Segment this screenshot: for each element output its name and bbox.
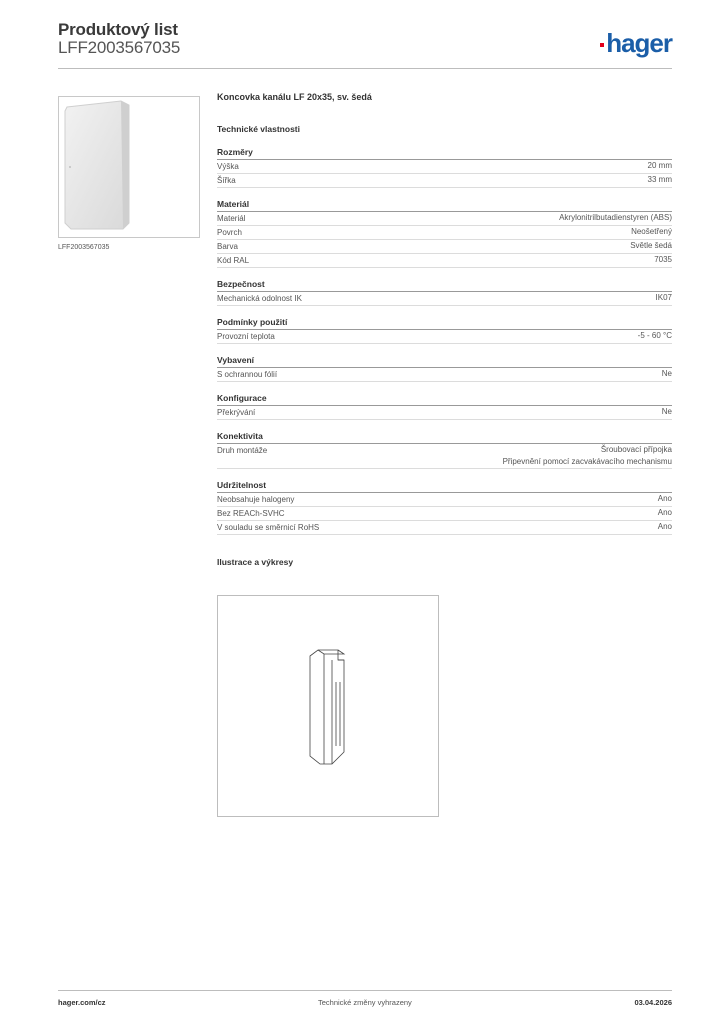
spec-label: Šířka bbox=[217, 176, 236, 185]
product-code: LFF2003567035 bbox=[58, 38, 181, 57]
illustrations-title: Ilustrace a výkresy bbox=[217, 557, 294, 567]
footer-date: 03.04.2026 bbox=[634, 998, 672, 1007]
end-cap-drawing-icon bbox=[218, 596, 438, 816]
spec-value bbox=[656, 292, 672, 305]
spec-label: Materiál bbox=[217, 214, 246, 223]
spec-value bbox=[559, 212, 672, 225]
spec-value bbox=[503, 444, 672, 468]
spec-row bbox=[217, 254, 672, 268]
spec-value-line: Ne bbox=[661, 369, 672, 378]
document-title: Produktový list bbox=[58, 20, 178, 39]
spec-label: Bez REACh-SVHC bbox=[217, 509, 285, 518]
thumbnail-caption: LFF2003567035 bbox=[58, 244, 110, 251]
spec-group-title: Konektivita bbox=[217, 430, 672, 444]
spec-row bbox=[217, 240, 672, 254]
spec-value-line: Ano bbox=[657, 508, 672, 517]
spec-value bbox=[630, 240, 672, 253]
spec-group-title: Bezpečnost bbox=[217, 278, 672, 292]
spec-label: Provozní teplota bbox=[217, 332, 275, 341]
spec-value bbox=[658, 521, 672, 534]
spec-value-line: Šroubovací přípojka bbox=[600, 445, 672, 454]
website-link[interactable]: hager.com/cz bbox=[58, 998, 106, 1007]
spec-label: S ochrannou fólií bbox=[217, 370, 278, 379]
spec-row bbox=[217, 406, 672, 420]
spec-value bbox=[638, 330, 672, 343]
spec-label: Kód RAL bbox=[217, 256, 250, 265]
logo-text: hager bbox=[606, 28, 672, 58]
spec-value bbox=[662, 368, 672, 381]
logo-dot-icon bbox=[600, 43, 604, 47]
spec-label: Mechanická odolnost IK bbox=[217, 294, 302, 303]
technical-drawing bbox=[217, 595, 439, 817]
spec-value bbox=[648, 160, 672, 173]
spec-row bbox=[217, 212, 672, 226]
product-thumbnail bbox=[58, 96, 200, 238]
spec-row bbox=[217, 368, 672, 382]
spec-group-title: Vybavení bbox=[217, 354, 672, 368]
spec-row bbox=[217, 330, 672, 344]
spec-groups bbox=[217, 146, 672, 535]
spec-value-line: 7035 bbox=[654, 255, 672, 264]
spec-value-line: -5 - 60 °C bbox=[637, 331, 672, 340]
spec-value bbox=[658, 493, 672, 506]
spec-value bbox=[648, 174, 672, 187]
spec-row bbox=[217, 226, 672, 240]
spec-row bbox=[217, 444, 672, 469]
spec-group-title: Udržitelnost bbox=[217, 479, 672, 493]
technical-content bbox=[217, 90, 672, 569]
spec-value bbox=[631, 226, 672, 239]
spec-value-line: 33 mm bbox=[647, 175, 672, 184]
spec-label: Barva bbox=[217, 242, 238, 251]
product-name: Koncovka kanálu LF 20x35, sv. šedá bbox=[217, 92, 372, 102]
spec-label: Povrch bbox=[217, 228, 242, 237]
spec-row bbox=[217, 292, 672, 306]
header-divider bbox=[58, 68, 672, 69]
spec-value-line: 20 mm bbox=[647, 161, 672, 170]
spec-value-line: Ano bbox=[657, 522, 672, 531]
spec-value bbox=[658, 507, 672, 520]
spec-group-title: Materiál bbox=[217, 198, 672, 212]
spec-group-title: Podmínky použití bbox=[217, 316, 672, 330]
footer-divider bbox=[58, 990, 672, 991]
spec-value-line: IK07 bbox=[655, 293, 672, 302]
spec-label: Překrývání bbox=[217, 408, 256, 417]
spec-row bbox=[217, 493, 672, 507]
section-title: Technické vlastnosti bbox=[217, 124, 300, 134]
spec-value bbox=[654, 254, 672, 267]
product-image-icon bbox=[59, 97, 199, 237]
spec-row bbox=[217, 174, 672, 188]
spec-group-title: Konfigurace bbox=[217, 392, 672, 406]
spec-value-line: Ne bbox=[661, 407, 672, 416]
spec-value-line: Akrylonitrilbutadienstyren (ABS) bbox=[559, 213, 672, 222]
spec-value-line: Připevnění pomocí zacvakávacího mechanismu bbox=[502, 457, 672, 466]
spec-row bbox=[217, 521, 672, 535]
spec-value bbox=[662, 406, 672, 419]
hager-logo bbox=[600, 28, 672, 59]
footer-note: Technické změny vyhrazeny bbox=[318, 998, 412, 1007]
spec-value-line: Ano bbox=[657, 494, 672, 503]
spec-label: Druh montáže bbox=[217, 446, 268, 455]
spec-row bbox=[217, 160, 672, 174]
page-header bbox=[58, 20, 672, 70]
spec-label: Výška bbox=[217, 162, 239, 171]
spec-row bbox=[217, 507, 672, 521]
spec-label: Neobsahuje halogeny bbox=[217, 495, 295, 504]
spec-value-line: Neošetřený bbox=[631, 227, 672, 236]
spec-value-line: Světle šedá bbox=[630, 241, 672, 250]
spec-group-title: Rozměry bbox=[217, 146, 672, 160]
spec-label: V souladu se směrnicí RoHS bbox=[217, 523, 320, 532]
